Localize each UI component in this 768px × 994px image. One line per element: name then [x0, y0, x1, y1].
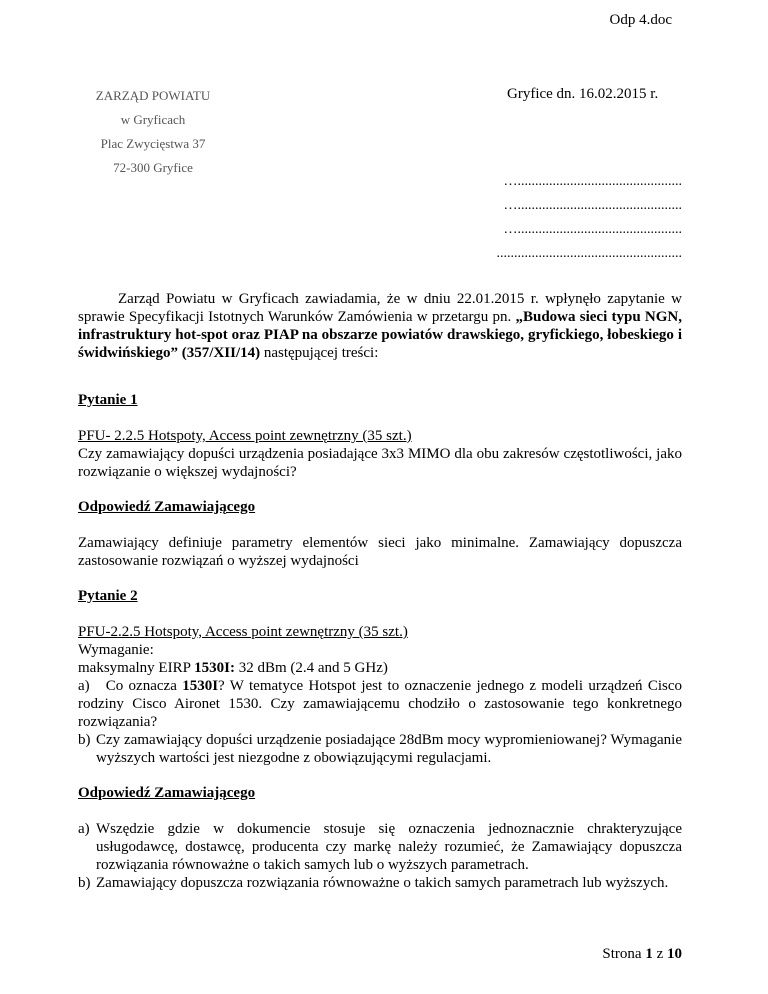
answer-1-heading: Odpowiedź Zamawiającego: [78, 499, 256, 515]
intro-text-end: następującej treści:: [260, 345, 379, 361]
date-line: Gryfice dn. 16.02.2015 r.: [507, 86, 659, 102]
answer-2-item-b: [78, 874, 682, 892]
list-marker: a): [78, 678, 90, 694]
recipient-line: .....................................................: [496, 246, 682, 261]
recipient-line: …...............................................: [503, 198, 682, 213]
question-1-subject: PFU- 2.2.5 Hotspoty, Access point zewnętrzny (35 szt.): [78, 428, 412, 444]
page-number: [602, 946, 682, 963]
requirement-value: 32 dBm (2.4 and 5 GHz): [234, 660, 388, 676]
recipient-line: …...............................................: [503, 174, 682, 189]
document-body: [78, 290, 682, 892]
sender-street: Plac Zwycięstwa 37: [100, 136, 206, 151]
tender-title: „Budowa sieci typu NGN, infrastruktury hot-spot oraz PIAP na obszarze powiatów drawskiego, gryfickiego, łobeskiego i świdwińskiego” (357/XII/14): [78, 309, 682, 361]
model-code: 1530I: [182, 678, 219, 694]
question-2-subject: PFU-2.2.5 Hotspoty, Access point zewnętrzny (35 szt.): [78, 624, 408, 640]
total-pages: 10: [667, 946, 682, 962]
recipient-line: …...............................................: [503, 222, 682, 237]
question-2-body: [78, 623, 682, 767]
page-label: Strona: [602, 946, 642, 962]
page-of: z: [656, 946, 664, 962]
sender-city: w Gryficach: [120, 112, 186, 127]
question-1-text: Czy zamawiający dopuści urządzenia posiadające 3x3 MIMO dla obu zakresów częstotliwości, jako rozwiązanie o większej wydajności?: [78, 446, 682, 480]
item-a-text: Co oznacza: [105, 678, 183, 694]
item-b-text: Czy zamawiający dopuści urządzenie posiadające 28dBm mocy wypromieniowanej? Wymaganie wyższych wartości jest niezgodne z obowiązującymi regulacjami.: [96, 732, 682, 766]
requirement-text: maksymalny EIRP: [78, 660, 195, 676]
question-1-body: [78, 427, 682, 481]
question-2-heading: Pytanie 2: [78, 588, 138, 604]
item-a-text-end: ? W tematyce Hotspot jest to oznaczenie jednego z modeli urządzeń Cisco rodziny Cisco Aironet 1530. Czy zamawiającemu chodziło o zastosowanie tego konkretnego rozwiązania?: [78, 678, 682, 730]
requirement-line: [78, 659, 682, 677]
question-2-item-b: [78, 731, 682, 767]
list-marker: b): [78, 732, 91, 748]
answer-2-heading: Odpowiedź Zamawiającego: [78, 785, 256, 801]
model-code: 1530I:: [194, 660, 235, 676]
current-page: 1: [645, 946, 653, 962]
intro-paragraph: [78, 290, 682, 362]
item-a-text: Wszędzie gdzie w dokumencie stosuje się oznaczenia jednoznacznie chrakteryzujące usługodawcę, dostawcę, producenta czy markę należy rozumieć, że Zamawiający dopuszcza rozwiązania równoważne o takich samych lub o wyższych parametrach.: [96, 821, 682, 873]
sender-block: [68, 84, 238, 180]
sender-postcode: 72-300 Gryfice: [113, 160, 193, 175]
answer-2-body: [78, 820, 682, 892]
requirement-label: Wymaganie:: [78, 642, 154, 658]
file-label: Odp 4.doc: [609, 12, 672, 28]
answer-1-text: Zamawiający definiuje parametry elementów sieci jako minimalne. Zamawiający dopuszcza zastosowanie rozwiązań o wyższej wydajności: [78, 535, 682, 569]
answer-2-item-a: [78, 820, 682, 874]
question-2-item-a: [78, 677, 682, 731]
question-1-heading: Pytanie 1: [78, 392, 138, 408]
sender-name: ZARZĄD POWIATU: [95, 88, 211, 103]
item-b-text: Zamawiający dopuszcza rozwiązania równoważne o takich samych parametrach lub wyższych.: [96, 875, 669, 891]
list-marker: a): [78, 821, 90, 837]
intro-text: Zarząd Powiatu w Gryficach zawiadamia, że w dniu 22.01.2015 r. wpłynęło zapytanie w sprawie Specyfikacji Istotnych Warunków Zamówienia w przetargu pn.: [78, 291, 682, 325]
list-marker: b): [78, 875, 91, 891]
recipient-block: [472, 170, 682, 266]
